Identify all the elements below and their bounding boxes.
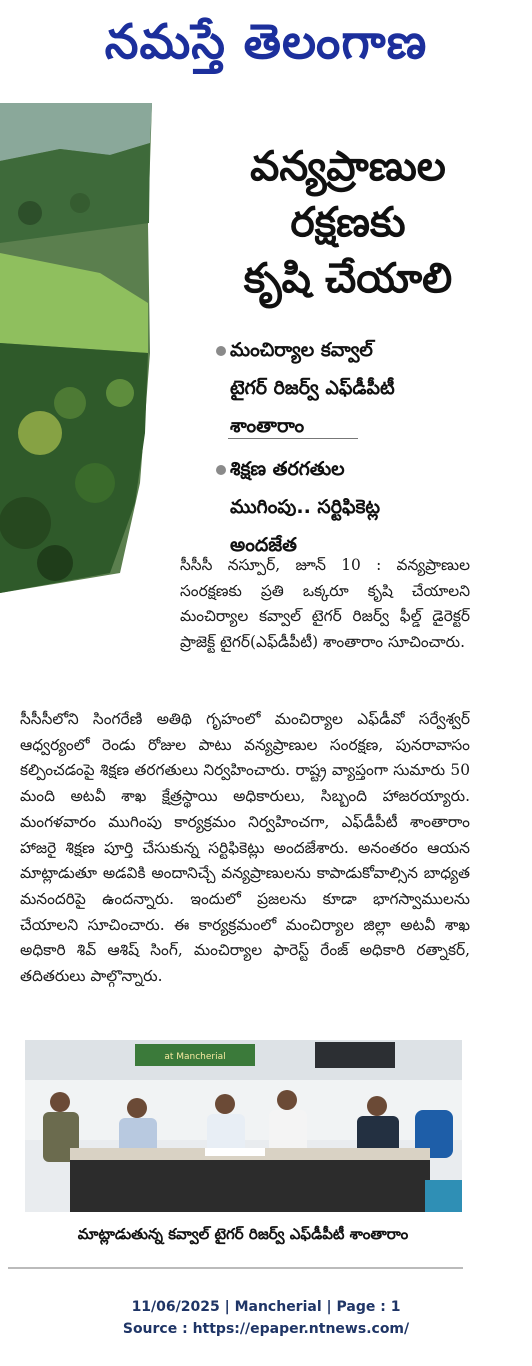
bullet-dot-icon [216, 465, 226, 475]
headline [198, 138, 498, 306]
subhead-bullet-1 [230, 331, 480, 445]
bullet-line: శాంతారాం [230, 415, 305, 437]
article-body: సీసీసీలోని సింగరేణి అతిథి గృహంలో మంచిర్యాల ఎఫ్‌డీవో సర్వేశ్వర్ ఆధ్వర్యంలో రెండు రోజుల పాటు వన్యప్రాణుల సంరక్షణ, పునరావాసం కల్పించడంపై శిక్షణ తరగతులు నిర్వహించారు. రాష్ట్ర వ్యాప్తంగా సుమారు 50 మంది అటవీ శాఖ క్షేత్రస్థాయి అధికారులు, సిబ్బంది హాజరయ్యారు. మంగళవారం ముగింపు కార్యక్రమం నిర్వహించగా, ఎఫ్‌డీపీటీ శాంతారాం హాజరై శిక్షణ పూర్తి చేసుకున్న సర్టిఫికెట్లు అందజేశారు. అనంతరం ఆయన మాట్లాడుతూ అడవికి అందానిచ్చే వన్యప్రాణులను కాపాడుకోవాల్సిన బాధ్యత మనందరిపై ఉందన్నారు. ఇందులో ప్రజలను కూడా భాగస్వాములను చేయాలని సూచించారు. ఈ కార్యక్రమంలో మంచిర్యాల జిల్లా అటవీ శాఖ అధికారి శివ్ ఆశిష్ సింగ్, మంచిర్యాల ఫారెస్ట్ రేంజ్ అధికారి రత్నాకర్, తదితరులు పాల్గొన్నారు. [20, 710, 470, 986]
bullet-dot-icon [216, 346, 226, 356]
headline-line: కృషి చేయాలి [243, 254, 453, 302]
bullet-line: మంచిర్యాల కవ్వాల్ [230, 339, 373, 361]
newspaper-title: నమస్తే తెలంగాణ [104, 14, 428, 70]
headline-line: రక్షణకు [290, 198, 406, 246]
article-dateline-paragraph: సీసీసీ నస్పూర్, జూన్ 10 : వన్యప్రాణుల సంరక్షణకు ప్రతి ఒక్కరూ కృషి చేయాలని మంచిర్యాల కవ్వాల్ టైగర్ రిజర్వ్ ఫీల్డ్ డైరెక్టర్ ప్రాజెక్ట్ టైగర్(ఎఫ్‌డీపీటీ) శాంతారాం సూచించారు. [180, 556, 470, 652]
forest-photo [0, 103, 160, 593]
banner-text: at Mancherial [164, 1052, 226, 1062]
divider [228, 438, 358, 439]
masthead [0, 0, 532, 100]
footer-date-edition: 11/06/2025 | Mancherial | Page : 1 [131, 1299, 401, 1315]
bullet-line: శిక్షణ తరగతుల [230, 458, 345, 480]
footer-source-link[interactable]: Source : https://epaper.ntnews.com/ [122, 1321, 410, 1337]
headline-line: వన్యప్రాణుల [250, 142, 446, 190]
subhead-bullet-2 [230, 450, 480, 564]
photo-caption: మాట్లాడుతున్న కవ్వాల్ టైగర్ రిజర్వ్ ఎఫ్‌డీపీటీ శాంతారాం [77, 1225, 409, 1243]
bullet-line: అందజేత [230, 534, 297, 556]
bullet-line: టైగర్ రిజర్వ్ ఎఫ్‌డీపీటీ [230, 377, 395, 399]
footer-divider [8, 1267, 463, 1269]
meeting-photo [25, 1040, 462, 1212]
bullet-line: ముగింపు.. సర్టిఫికెట్ల [230, 496, 381, 518]
